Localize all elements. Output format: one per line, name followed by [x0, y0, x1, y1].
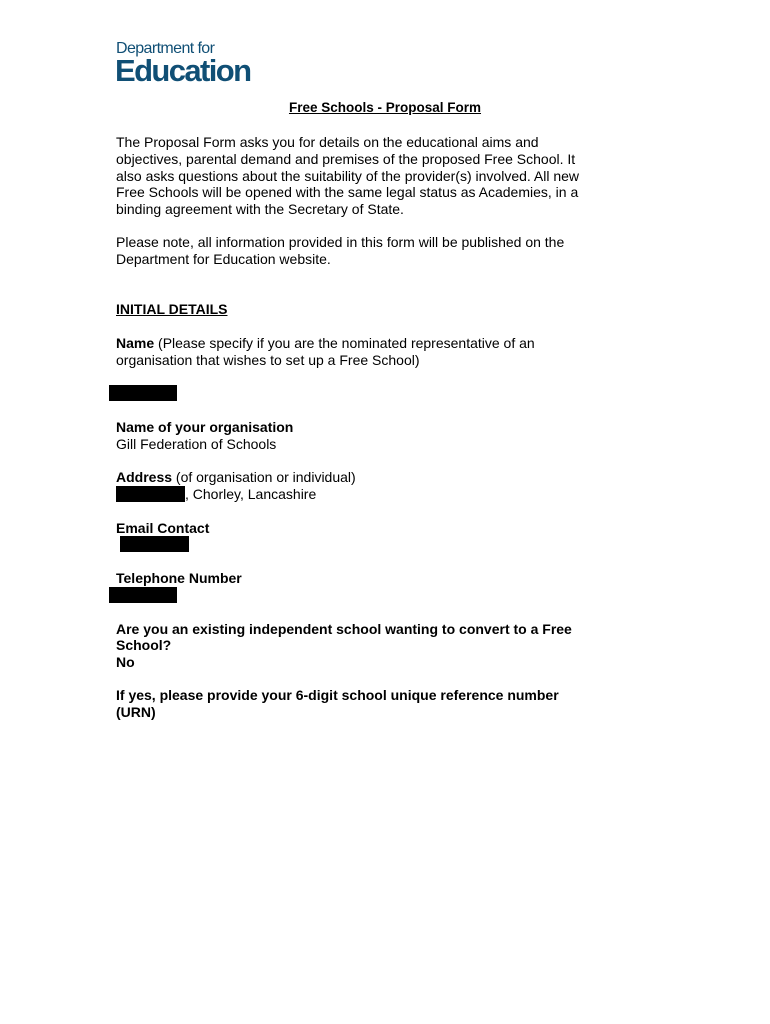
- urn-question-line-2: (URN): [116, 704, 156, 720]
- logo-line-department: Department for: [116, 40, 215, 57]
- intro-line-1: The Proposal Form asks you for details on the educational aims and: [116, 134, 539, 150]
- urn-question-line-1: If yes, please provide your 6-digit school unique reference number: [116, 687, 559, 703]
- name-label: Name: [116, 335, 155, 351]
- intro-line-3: also asks questions about the suitability of the provider(s) involved. All new: [116, 168, 580, 184]
- org-label: Name of your organisation: [116, 419, 294, 435]
- redacted-name: [109, 385, 177, 401]
- name-hint: (Please specify if you are the nominated representative of an: [154, 335, 535, 351]
- address-label-row: [116, 469, 356, 486]
- logo-line-education: Education: [115, 53, 251, 88]
- org-value: Gill Federation of Schools: [116, 436, 277, 452]
- independent-question-line-1: Are you an existing independent school wanting to convert to a Free: [116, 621, 572, 637]
- address-hint: (of organisation or individual): [172, 469, 356, 485]
- note-line-2: Department for Education website.: [116, 251, 331, 267]
- section-heading-initial-details: INITIAL DETAILS: [116, 301, 228, 317]
- dfe-logo: [115, 40, 275, 88]
- redacted-phone: [109, 587, 177, 603]
- name-hint-line-2: organisation that wishes to set up a Free School): [116, 352, 420, 368]
- email-label: Email Contact: [116, 520, 210, 536]
- independent-answer: No: [116, 654, 135, 670]
- address-label: Address: [116, 469, 173, 485]
- intro-line-4: Free Schools will be opened with the same legal status as Academies, in a: [116, 184, 579, 200]
- address-value: , Chorley, Lancashire: [185, 486, 317, 502]
- name-field-label-row: [116, 335, 535, 352]
- phone-label: Telephone Number: [116, 570, 242, 586]
- redacted-email: [120, 536, 189, 552]
- intro-line-2: objectives, parental demand and premises of the proposed Free School. It: [116, 151, 576, 167]
- document-title: Free Schools - Proposal Form: [288, 100, 482, 115]
- intro-line-5: binding agreement with the Secretary of State.: [116, 201, 404, 217]
- redacted-address: [116, 486, 185, 502]
- independent-question-line-2: School?: [116, 637, 172, 653]
- note-line-1: Please note, all information provided in this form will be published on the: [116, 234, 565, 250]
